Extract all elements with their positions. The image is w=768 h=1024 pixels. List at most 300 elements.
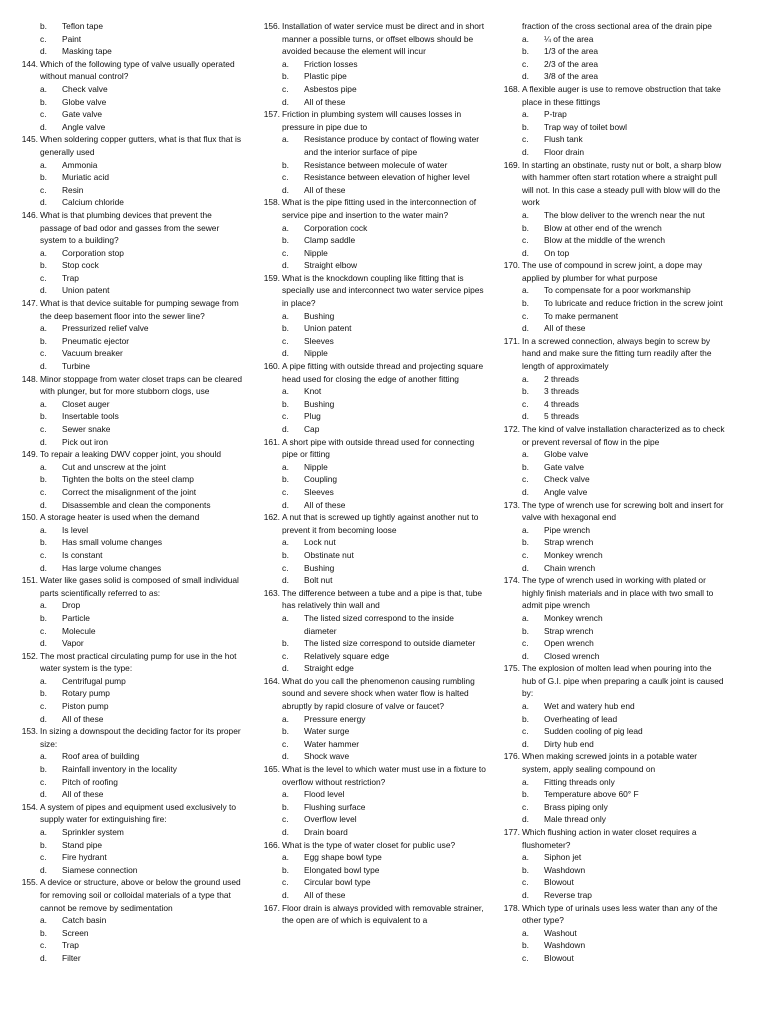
- question-text: [495, 662, 727, 700]
- option-letter: b.: [282, 638, 289, 649]
- option-letter: c.: [282, 814, 289, 825]
- option-letter: c.: [282, 172, 289, 183]
- answer-option: [255, 574, 487, 587]
- option-text: 5 threads: [544, 411, 579, 422]
- option-text: ¼ of the area: [544, 33, 594, 44]
- question-stem: A short pipe with outside thread used for connecting pipe or fitting: [282, 436, 475, 460]
- question-number: 158.: [263, 197, 280, 208]
- option-letter: a.: [40, 461, 47, 472]
- option-text: Washdown: [544, 864, 586, 875]
- question-number: 147.: [21, 298, 38, 309]
- option-letter: c.: [40, 109, 47, 120]
- column-2: [255, 20, 487, 927]
- question-stem: Which flushing action in water closet requires a flushometer?: [522, 827, 697, 850]
- question-number: 173.: [503, 499, 520, 510]
- option-letter: c.: [40, 184, 47, 195]
- answer-option: [255, 234, 487, 247]
- answer-option: [495, 45, 727, 58]
- option-letter: b.: [40, 839, 47, 850]
- answer-option: [255, 612, 487, 637]
- option-text: Piston pump: [62, 701, 109, 712]
- option-text: Pneumatic ejector: [62, 335, 130, 346]
- option-letter: a.: [40, 600, 47, 611]
- option-letter: c.: [282, 247, 289, 258]
- option-letter: d.: [522, 411, 529, 422]
- answer-option: [13, 687, 245, 700]
- option-letter: b.: [282, 864, 289, 875]
- answer-option: [255, 96, 487, 109]
- answer-option: [13, 499, 245, 512]
- option-text: Globe valve: [544, 449, 589, 460]
- option-text: Water hammer: [304, 738, 360, 749]
- option-letter: b.: [282, 323, 289, 334]
- option-letter: c.: [282, 738, 289, 749]
- option-letter: d.: [40, 952, 47, 963]
- option-text: Screen: [62, 927, 89, 938]
- answer-option: [495, 927, 727, 940]
- option-letter: b.: [282, 235, 289, 246]
- option-letter: a.: [282, 386, 289, 397]
- option-letter: d.: [282, 663, 289, 674]
- option-letter: c.: [282, 83, 289, 94]
- question-number: 166.: [263, 839, 280, 850]
- question-text: [13, 511, 245, 524]
- option-letter: c.: [522, 638, 529, 649]
- answer-option: [495, 725, 727, 738]
- option-letter: a.: [40, 751, 47, 762]
- answer-option: [13, 914, 245, 927]
- answer-option: [495, 952, 727, 965]
- question-stem: Floor drain is always provided with removable strainer, the open are of which is equivalent to a: [282, 902, 484, 926]
- answer-option: [13, 196, 245, 209]
- option-letter: c.: [282, 411, 289, 422]
- option-letter: b.: [522, 46, 529, 57]
- question-text: [13, 876, 245, 914]
- answer-option: [495, 322, 727, 335]
- option-letter: d.: [40, 285, 47, 296]
- option-letter: a.: [282, 852, 289, 863]
- answer-option: [255, 259, 487, 272]
- option-letter: d.: [522, 814, 529, 825]
- option-letter: a.: [522, 927, 529, 938]
- option-letter: b.: [40, 172, 47, 183]
- answer-option: [13, 247, 245, 260]
- option-letter: c.: [282, 877, 289, 888]
- option-text: Union patent: [304, 323, 352, 334]
- option-text: Is constant: [62, 549, 103, 560]
- option-text: Straight edge: [304, 663, 354, 674]
- answer-option: [13, 776, 245, 789]
- question-text: [255, 196, 487, 221]
- answer-option: [255, 536, 487, 549]
- option-letter: a.: [40, 675, 47, 686]
- option-letter: b.: [282, 801, 289, 812]
- answer-option: [495, 70, 727, 83]
- option-letter: b.: [40, 21, 47, 31]
- option-letter: d.: [282, 751, 289, 762]
- question-number: 149.: [21, 449, 38, 460]
- option-letter: a.: [40, 915, 47, 926]
- option-text: Closed wrench: [544, 650, 600, 661]
- answer-option: [13, 121, 245, 134]
- answer-option: [255, 876, 487, 889]
- option-text: Egg shape bowl type: [304, 852, 382, 863]
- question-stem: What is that device suitable for pumping sewage from the deep basement floor into the sewer line?: [40, 298, 239, 321]
- question-number: 150.: [21, 512, 38, 523]
- answer-option: [13, 952, 245, 965]
- option-text: Has large volume changes: [62, 562, 162, 573]
- option-text: The blow deliver to the wrench near the nut: [544, 209, 705, 220]
- option-letter: a.: [282, 134, 289, 145]
- answer-option: [13, 486, 245, 499]
- option-letter: b.: [282, 474, 289, 485]
- answer-option: [495, 851, 727, 864]
- answer-option: [255, 398, 487, 411]
- option-letter: c.: [522, 134, 529, 145]
- question-number: 169.: [503, 159, 520, 170]
- question-number: 168.: [503, 83, 520, 94]
- question-stem: When making screwed joints in a potable water system, apply sealing compound on: [522, 751, 698, 775]
- option-letter: a.: [522, 612, 529, 623]
- option-text: Trap: [62, 940, 79, 951]
- option-text: All of these: [304, 499, 346, 510]
- answer-option: [255, 473, 487, 486]
- question-stem: What is the type of water closet for public use?: [282, 839, 456, 850]
- answer-option: [255, 788, 487, 801]
- option-text: Has small volume changes: [62, 537, 163, 548]
- option-letter: d.: [522, 889, 529, 900]
- answer-option: [255, 650, 487, 663]
- option-letter: d.: [40, 361, 47, 372]
- answer-option: [255, 423, 487, 436]
- option-letter: a.: [522, 373, 529, 384]
- option-text: Plug: [304, 411, 321, 422]
- option-text: Relatively square edge: [304, 650, 390, 661]
- option-letter: d.: [522, 738, 529, 749]
- option-text: Elongated bowl type: [304, 864, 380, 875]
- option-letter: a.: [282, 612, 289, 623]
- option-text: Asbestos pipe: [304, 83, 357, 94]
- option-letter: a.: [522, 852, 529, 863]
- answer-option: [13, 259, 245, 272]
- option-text: Drop: [62, 600, 81, 611]
- question-number: 156.: [263, 21, 280, 31]
- question-number: 175.: [503, 663, 520, 674]
- question-text: [255, 587, 487, 612]
- option-letter: d.: [40, 562, 47, 573]
- option-text: Blow at other end of the wrench: [544, 222, 662, 233]
- answer-option: [255, 410, 487, 423]
- option-text: Rainfall inventory in the locality: [62, 764, 177, 775]
- answer-option: [13, 45, 245, 58]
- answer-option: [255, 171, 487, 184]
- answer-option: [495, 700, 727, 713]
- option-text: The listed sized correspond to the inside diameter: [304, 612, 454, 636]
- option-text: Sudden cooling of pig lead: [544, 726, 643, 737]
- option-text: Dirty hub end: [544, 738, 594, 749]
- question-stem: What is that plumbing devices that prevent the passage of bad odor and gasses from the sewer system to a building?: [40, 209, 220, 246]
- option-text: Gate valve: [62, 109, 103, 120]
- answer-option: [255, 713, 487, 726]
- option-letter: b.: [522, 940, 529, 951]
- option-text: All of these: [62, 713, 104, 724]
- question-text: [255, 360, 487, 385]
- option-text: 2 threads: [544, 373, 579, 384]
- option-letter: b.: [522, 386, 529, 397]
- answer-option: [495, 788, 727, 801]
- option-text: Masking tape: [62, 46, 112, 57]
- option-text: Calcium chloride: [62, 197, 124, 208]
- answer-option: [13, 347, 245, 360]
- question-stem: A device or structure, above or below the ground used for removing soil or colloidal materials of a type that cannot be remove by sedimentation: [40, 877, 241, 913]
- answer-option: [13, 599, 245, 612]
- question-stem: In starting an obstinate, rusty nut or bolt, a sharp blow with hammer often start rotation where a straight pull will not. In this case a steady pull with blow will do the work: [522, 159, 722, 208]
- answer-option: [495, 536, 727, 549]
- question-number: 145.: [21, 134, 38, 145]
- question-stem: What do you call the phenomenon causing rumbling sound and severe shock when water flow is halted abruptly by rapid closure of valve or faucet?: [282, 675, 475, 712]
- option-text: Bushing: [304, 310, 335, 321]
- question-text: [13, 209, 245, 247]
- question-text: [255, 902, 487, 927]
- option-text: 4 threads: [544, 398, 579, 409]
- option-text: To lubricate and reduce friction in the screw joint: [544, 298, 723, 309]
- answer-option: [495, 876, 727, 889]
- option-letter: b.: [40, 335, 47, 346]
- answer-option: [13, 826, 245, 839]
- option-text: Wet and watery hub end: [544, 701, 635, 712]
- option-text: Vacuum breaker: [62, 348, 123, 359]
- option-letter: c.: [522, 58, 529, 69]
- option-letter: b.: [522, 864, 529, 875]
- option-text: Angle valve: [544, 486, 588, 497]
- answer-option: [13, 83, 245, 96]
- answer-option: [495, 58, 727, 71]
- option-text: Nipple: [304, 461, 328, 472]
- option-text: Flushing surface: [304, 801, 366, 812]
- question-stem: When soldering copper gutters, what is that flux that is generally used: [40, 134, 242, 157]
- answer-option: [13, 33, 245, 46]
- answer-option: [255, 813, 487, 826]
- answer-option: [255, 83, 487, 96]
- option-text: Knot: [304, 386, 322, 397]
- option-letter: a.: [40, 398, 47, 409]
- question-stem: To repair a leaking DWV copper joint, you should: [40, 449, 222, 460]
- option-text: Plastic pipe: [304, 71, 347, 82]
- question-number: 155.: [21, 877, 38, 888]
- option-text: Reverse trap: [544, 889, 592, 900]
- exam-page: [0, 20, 768, 1020]
- question-text: [13, 373, 245, 398]
- option-letter: b.: [522, 121, 529, 132]
- option-letter: c.: [522, 726, 529, 737]
- answer-option: [495, 612, 727, 625]
- answer-option: [255, 549, 487, 562]
- question-text: [255, 763, 487, 788]
- answer-option: [495, 284, 727, 297]
- question-stem: What is the level to which water must use in a fixture to overflow without restriction?: [282, 764, 486, 787]
- option-text: Vapor: [62, 638, 84, 649]
- answer-option: [495, 133, 727, 146]
- option-text: Trap: [62, 272, 79, 283]
- question-stem: In sizing a downspout the deciding factor for its proper size:: [40, 726, 241, 749]
- option-letter: a.: [40, 323, 47, 334]
- question-stem: The explosion of molten lead when pouring into the hub of G.I. pipe when preparing a caulk joint is caused by:: [522, 663, 724, 699]
- question-stem: What is the pipe fitting used in the interconnection of service pipe and insertion to the water main?: [282, 197, 477, 220]
- option-text: To make permanent: [544, 310, 619, 321]
- option-text: Pressure energy: [304, 713, 366, 724]
- option-letter: c.: [522, 952, 529, 963]
- question-stem: Which of the following type of valve usually operated without manual control?: [40, 58, 235, 82]
- question-number: 164.: [263, 675, 280, 686]
- question-text: [13, 448, 245, 461]
- option-letter: b.: [40, 688, 47, 699]
- option-letter: c.: [40, 625, 47, 636]
- option-text: Coupling: [304, 474, 338, 485]
- answer-option: [13, 700, 245, 713]
- answer-option: [13, 851, 245, 864]
- answer-option: [255, 738, 487, 751]
- option-letter: d.: [282, 827, 289, 837]
- answer-option: [495, 864, 727, 877]
- option-letter: a.: [282, 222, 289, 233]
- answer-option: [13, 322, 245, 335]
- answer-option: [255, 499, 487, 512]
- option-text: Sprinkler system: [62, 827, 124, 837]
- question-number: 172.: [503, 424, 520, 434]
- option-letter: c.: [282, 486, 289, 497]
- option-text: Straight elbow: [304, 260, 358, 271]
- question-stem: The difference between a tube and a pipe is that, tube has relatively thin wall and: [282, 587, 483, 611]
- option-text: Filter: [62, 952, 81, 963]
- question-text: [13, 574, 245, 599]
- answer-option: [13, 612, 245, 625]
- column-1: [13, 20, 245, 965]
- answer-option: [13, 788, 245, 801]
- option-text: Paint: [62, 33, 82, 44]
- question-number: 159.: [263, 272, 280, 283]
- answer-option: [495, 209, 727, 222]
- option-text: The listed size correspond to outside diameter: [304, 638, 476, 649]
- option-text: Resistance between molecule of water: [304, 159, 448, 170]
- answer-option: [13, 461, 245, 474]
- option-text: Temperature above 60° F: [544, 789, 639, 800]
- answer-option: [13, 423, 245, 436]
- answer-option: [13, 536, 245, 549]
- answer-option: [495, 146, 727, 159]
- question-text: [13, 58, 245, 83]
- option-text: Fire hydrant: [62, 852, 107, 863]
- answer-option: [495, 939, 727, 952]
- option-text: Resistance produce by contact of flowing water and the interior surface of pipe: [304, 134, 480, 157]
- option-letter: c.: [522, 801, 529, 812]
- option-letter: d.: [522, 562, 529, 573]
- answer-option: [255, 851, 487, 864]
- answer-option: [13, 184, 245, 197]
- option-letter: b.: [522, 789, 529, 800]
- question-text: [495, 574, 727, 612]
- answer-option: [13, 96, 245, 109]
- answer-option: [13, 562, 245, 575]
- option-text: Ammonia: [62, 159, 98, 170]
- option-letter: b.: [40, 612, 47, 623]
- question-number: 176.: [503, 751, 520, 762]
- option-letter: b.: [40, 764, 47, 775]
- option-letter: c.: [40, 549, 47, 560]
- question-number: 154.: [21, 801, 38, 812]
- option-letter: b.: [282, 398, 289, 409]
- option-letter: b.: [522, 537, 529, 548]
- answer-option: [255, 637, 487, 650]
- question-text: [255, 839, 487, 852]
- option-letter: b.: [40, 537, 47, 548]
- option-text: Monkey wrench: [544, 549, 603, 560]
- answer-option: [495, 801, 727, 814]
- option-letter: c.: [40, 940, 47, 951]
- question-stem: A nut that is screwed up tightly against another nut to prevent it from becoming loose: [282, 512, 479, 535]
- question-text: [13, 801, 245, 826]
- option-letter: b.: [40, 96, 47, 107]
- answer-option: [255, 247, 487, 260]
- option-text: Rotary pump: [62, 688, 110, 699]
- answer-option: [13, 284, 245, 297]
- answer-option: [255, 750, 487, 763]
- option-letter: c.: [522, 310, 529, 321]
- option-letter: d.: [522, 146, 529, 157]
- answer-option: [495, 713, 727, 726]
- option-letter: c.: [282, 335, 289, 346]
- option-letter: d.: [40, 436, 47, 447]
- option-text: Bolt nut: [304, 575, 333, 586]
- option-letter: c.: [40, 852, 47, 863]
- option-text: Stop cock: [62, 260, 99, 271]
- option-text: 2/3 of the area: [544, 58, 599, 69]
- option-text: Obstinate nut: [304, 549, 354, 560]
- option-text: Clamp saddle: [304, 235, 356, 246]
- option-letter: c.: [522, 474, 529, 485]
- question-stem: The most practical circulating pump for use in the hot water system is the type:: [40, 650, 237, 674]
- option-text: Roof area of building: [62, 751, 140, 762]
- answer-option: [13, 524, 245, 537]
- option-text: Circular bowl type: [304, 877, 371, 888]
- answer-option: [13, 398, 245, 411]
- question-text: [255, 20, 487, 58]
- question-stem: A storage heater is used when the demand: [40, 512, 200, 523]
- option-text: Stand pipe: [62, 839, 103, 850]
- option-letter: a.: [522, 209, 529, 220]
- answer-option: [495, 310, 727, 323]
- question-stem: Minor stoppage from water closet traps can be cleared with plunger, but for more stubborn clogs, use: [40, 373, 243, 397]
- question-stem: A pipe fitting with outside thread and projecting square head used for closing the edge of another fitting: [282, 361, 484, 384]
- option-letter: a.: [282, 310, 289, 321]
- option-text: Cut and unscrew at the joint: [62, 461, 166, 472]
- question-number: 153.: [21, 726, 38, 737]
- option-text: Lock nut: [304, 537, 336, 548]
- option-letter: d.: [282, 96, 289, 107]
- option-letter: a.: [522, 109, 529, 120]
- answer-option: [13, 839, 245, 852]
- option-letter: c.: [40, 272, 47, 283]
- option-text: Blow at the middle of the wrench: [544, 235, 666, 246]
- option-text: Flush tank: [544, 134, 583, 145]
- question-number: 170.: [503, 260, 520, 271]
- option-letter: d.: [40, 713, 47, 724]
- answer-option: [13, 335, 245, 348]
- option-letter: a.: [522, 449, 529, 460]
- question-stem: Water like gases solid is composed of small individual parts scientifically referred to as:: [40, 575, 239, 598]
- answer-option: [13, 108, 245, 121]
- answer-option: [255, 662, 487, 675]
- option-text: Water surge: [304, 726, 350, 737]
